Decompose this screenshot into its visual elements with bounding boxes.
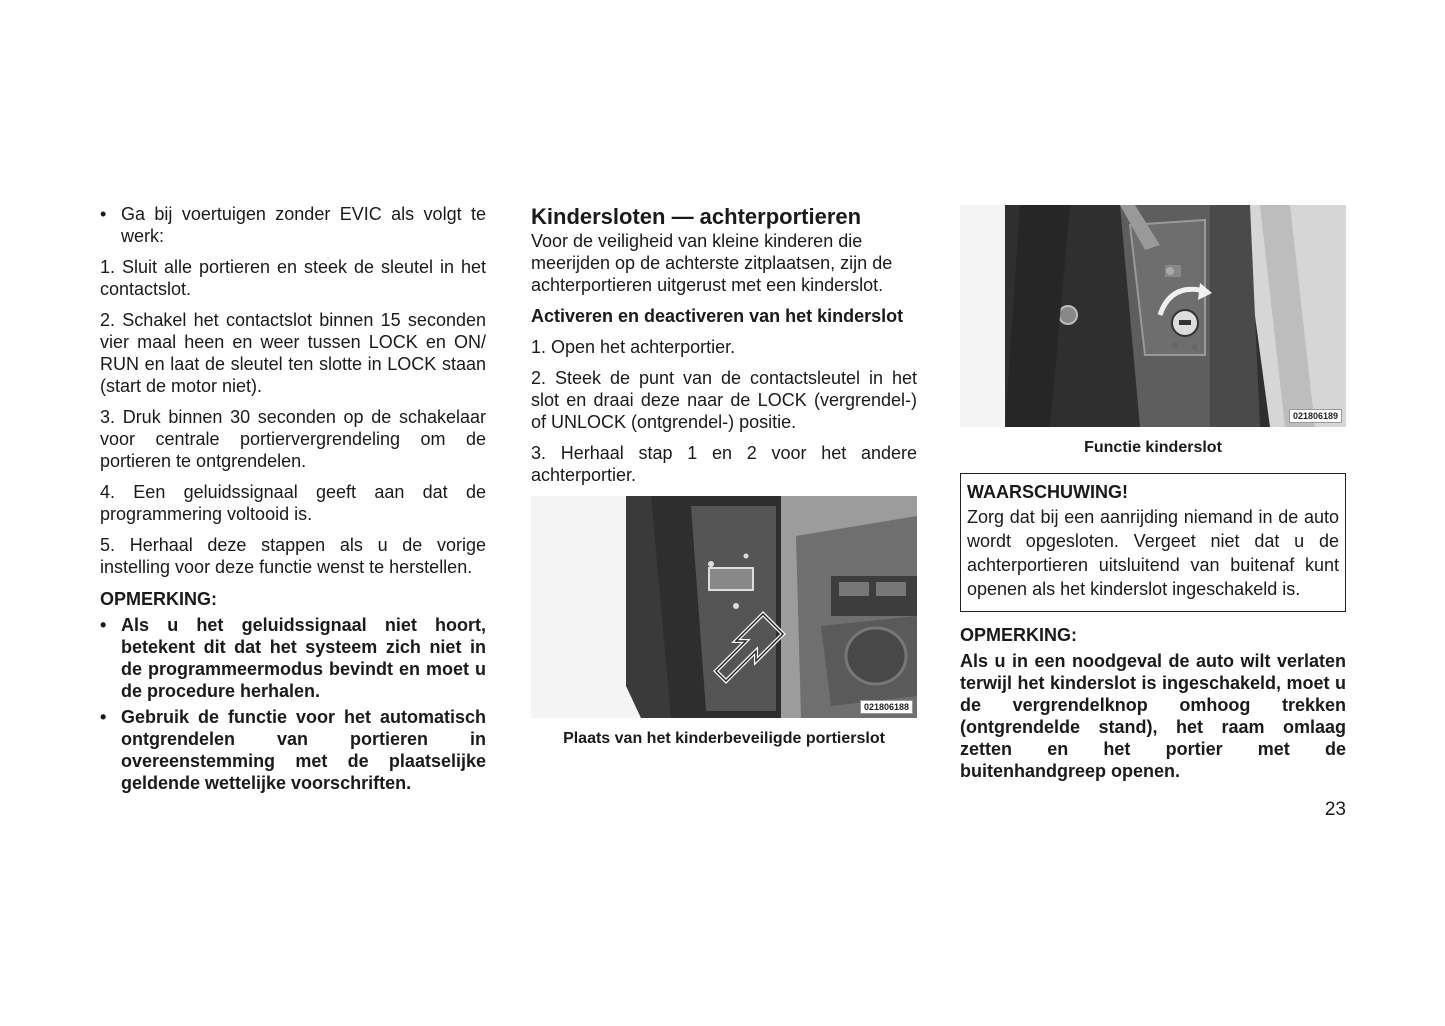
warning-box [960, 473, 1346, 612]
section-intro: Voor de veiligheid van kleine kinderen die meerijden op de achterste zitplaatsen, zijn de achterportieren uitgerust met een kinderslot. [531, 231, 893, 295]
step-5: 5. Herhaal deze stappen als u de vorige instelling voor deze functie wenst te herstellen. [100, 535, 486, 577]
note-bullet-text: Als u het geluidssignaal niet hoort, betekent dit dat het systeem zich niet in de programmeermodus bevindt en moet u de procedure herhalen. [121, 615, 486, 701]
warning-heading: WAARSCHUWING! [967, 482, 1128, 502]
section-title: Kindersloten — achterportieren [531, 204, 862, 229]
step-3: 3. Druk binnen 30 seconden op de schakelaar voor centrale portiervergrendeling om de portieren te ontgrendelen. [100, 407, 486, 471]
column-left [100, 200, 486, 798]
step-2: 2. Steek de punt van de contactsleutel in het slot en draai deze naar de LOCK (vergrendel-) of UNLOCK (ontgrendel-) positie. [531, 368, 917, 432]
note-bullet [100, 706, 486, 794]
door-lock-location-image [531, 496, 917, 718]
step-1: 1. Sluit alle portieren en steek de sleutel in het contactslot. [100, 257, 486, 299]
warning-text: Zorg dat bij een aanrijding niemand in de auto wordt opgesloten. Vergeet niet dat u de achterportieren uitsluitend van buitenaf kunt openen als het kinderslot ingeschakeld is. [967, 507, 1339, 599]
note-text: Als u in een noodgeval de auto wilt verlaten terwijl het kinderslot is ingeschakeld, moet u de vergrendelknop omhoog trekken (ontgrendelde stand), het raam omlaag zetten en het portier met de buitenhandgreep openen. [960, 651, 1346, 781]
note-bullet [100, 614, 486, 702]
step-2: 2. Schakel het contactslot binnen 15 seconden vier maal heen en weer tussen LOCK en ON/ RUN en laat de sleutel ten slotte in LOCK staan (start de motor niet). [100, 310, 486, 396]
step-4: 4. Een geluidssignaal geeft aan dat de programmering voltooid is. [100, 482, 486, 524]
figure-code: 021806189 [1289, 409, 1342, 423]
figure-caption: Functie kinderslot [1084, 439, 1222, 456]
note-heading: OPMERKING: [960, 625, 1077, 645]
figure-code: 021806188 [860, 700, 913, 714]
note-bullet-text: Gebruik de functie voor het automatisch ontgrendelen van portieren in overeenstemming met de plaatselijke geldende wettelijke voorschriften. [121, 707, 486, 793]
step-3: 3. Herhaal stap 1 en 2 voor het andere achterportier. [531, 443, 917, 485]
child-lock-function-image [960, 205, 1346, 427]
bullet-dot: • [100, 615, 107, 635]
figure-caption: Plaats van het kinderbeveiligde portierslot [563, 730, 885, 747]
subheading: Activeren en deactiveren van het kinderslot [531, 306, 904, 326]
intro-bullet-text: Ga bij voertuigen zonder EVIC als volgt te werk: [121, 204, 486, 246]
child-lock-function-figure [960, 205, 1346, 427]
column-middle [531, 200, 917, 748]
intro-bullet [100, 203, 486, 247]
door-lock-location-figure [531, 496, 917, 718]
step-1: 1. Open het achterportier. [531, 337, 736, 357]
note-bullets [100, 614, 486, 794]
page-number: 23 [1324, 799, 1346, 820]
note-heading: OPMERKING: [100, 589, 217, 609]
bullet-dot: • [100, 707, 107, 727]
bullet-dot: • [100, 204, 107, 224]
column-right [960, 200, 1346, 791]
